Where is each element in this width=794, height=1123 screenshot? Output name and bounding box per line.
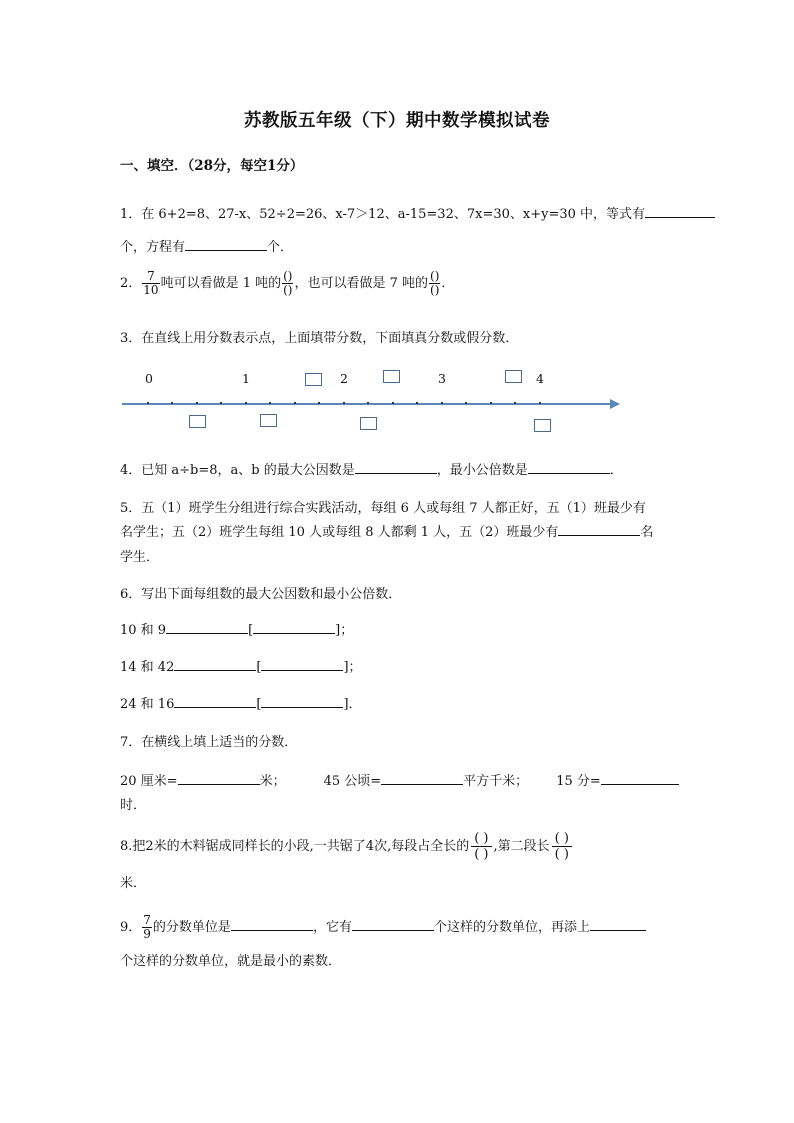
question-9-line-2: 个这样的分数单位，就是最小的素数． [120,954,342,969]
answer-blank[interactable] [645,204,715,218]
answer-box-bottom[interactable] [534,419,551,432]
question-6: 6．写出下面每组数的最大公因数和最小公倍数． [120,587,402,602]
question-9: 9． $\frac{7}{9}$ 的分数单位是 ，它有 个这样的分数单位，再添上 [120,914,646,941]
question-5-line-1: 5．五（1）班学生分组进行综合实践活动，每组 6 人或每组 7 人都正好，五（1）班最少有 [120,501,646,516]
question-1-line-1: 1．在 6+2=8、27-x、52÷2=26、x-7＞12、a-15=32、7x=30、x+y=30 中，等式有 [120,203,715,222]
page-title: 苏教版五年级（下）期中数学模拟试卷 [244,111,550,131]
tick-label-3: 3 [438,371,446,386]
question-6-row: 14 和 42 [ ]； [120,656,362,675]
answer-blank[interactable] [590,917,646,931]
question-1-line-2: 个，方程有 个． [120,236,293,255]
tick-label-0: 0 [145,371,153,386]
tick-label-4: 4 [536,371,544,386]
question-3: 3．在直线上用分数表示点，上面填带分数，下面填真分数或假分数． [120,331,519,346]
answer-box-bottom[interactable] [189,415,206,428]
fraction: $\frac{7}{9}$ [143,913,151,941]
answer-box-bottom[interactable] [360,417,377,430]
lcm-blank[interactable] [261,657,343,671]
fraction-answer[interactable]: ( ) ( ) [471,831,491,862]
lcm-blank[interactable] [261,694,343,708]
question-7: 7．在横线上填上适当的分数． [120,735,298,750]
question-7-row: 20 厘米= 米； 45 公顷= 平方千米； 15 分= [120,770,679,789]
lcm-blank[interactable] [253,620,335,634]
section-heading: 一、填空．（28分，每空1分） [120,158,304,174]
fraction-answer[interactable]: $\frac{()}{()}$ [283,269,293,297]
answer-box-bottom[interactable] [260,414,277,427]
tick-label-1: 1 [242,371,250,386]
question-8: 8.把2米的木料锯成同样长的小段,一共锯了4次,每段占全长的 ( ) ( ) ,第二段长 ( ) ( ) [120,831,574,862]
gcd-blank[interactable] [174,694,256,708]
fraction: $\frac{7}{10}$ [143,269,159,297]
question-5-line-2: 名学生；五（2）班学生每组 10 人或每组 8 人都剩 1 人，五（2）班最少有 名 [120,521,653,540]
number-line [120,365,630,440]
gcd-blank[interactable] [174,657,256,671]
answer-blank[interactable] [231,917,313,931]
answer-blank[interactable] [601,771,679,785]
question-8-line-2: 米． [120,876,147,891]
question-6-row: 10 和 9 [ ]； [120,619,353,638]
answer-blank[interactable] [185,237,267,251]
fraction-answer[interactable]: $\frac{()}{()}$ [430,269,440,297]
answer-blank[interactable] [178,771,260,785]
question-7-line-2: 时． [120,798,147,813]
answer-blank[interactable] [558,522,640,536]
answer-blank[interactable] [381,771,463,785]
question-2: 2． $\frac{7}{10}$ 吨可以看做是 1 吨的 $\frac{()}{()}$ ，也可以看做是 7 吨的 $\frac{()}{()}$ ． [120,269,455,297]
answer-blank[interactable] [528,460,610,474]
gcd-blank[interactable] [166,620,248,634]
question-5-line-3: 学生． [120,550,160,565]
fraction-answer[interactable]: ( ) ( ) [552,831,572,862]
question-6-row: 24 和 16 [ ]． [120,693,362,712]
question-4: 4．已知 a÷b=8，a、b 的最大公因数是 ，最小公倍数是 ． [120,459,623,478]
answer-blank[interactable] [352,917,434,931]
answer-blank[interactable] [355,460,437,474]
tick-label-2: 2 [340,371,348,386]
